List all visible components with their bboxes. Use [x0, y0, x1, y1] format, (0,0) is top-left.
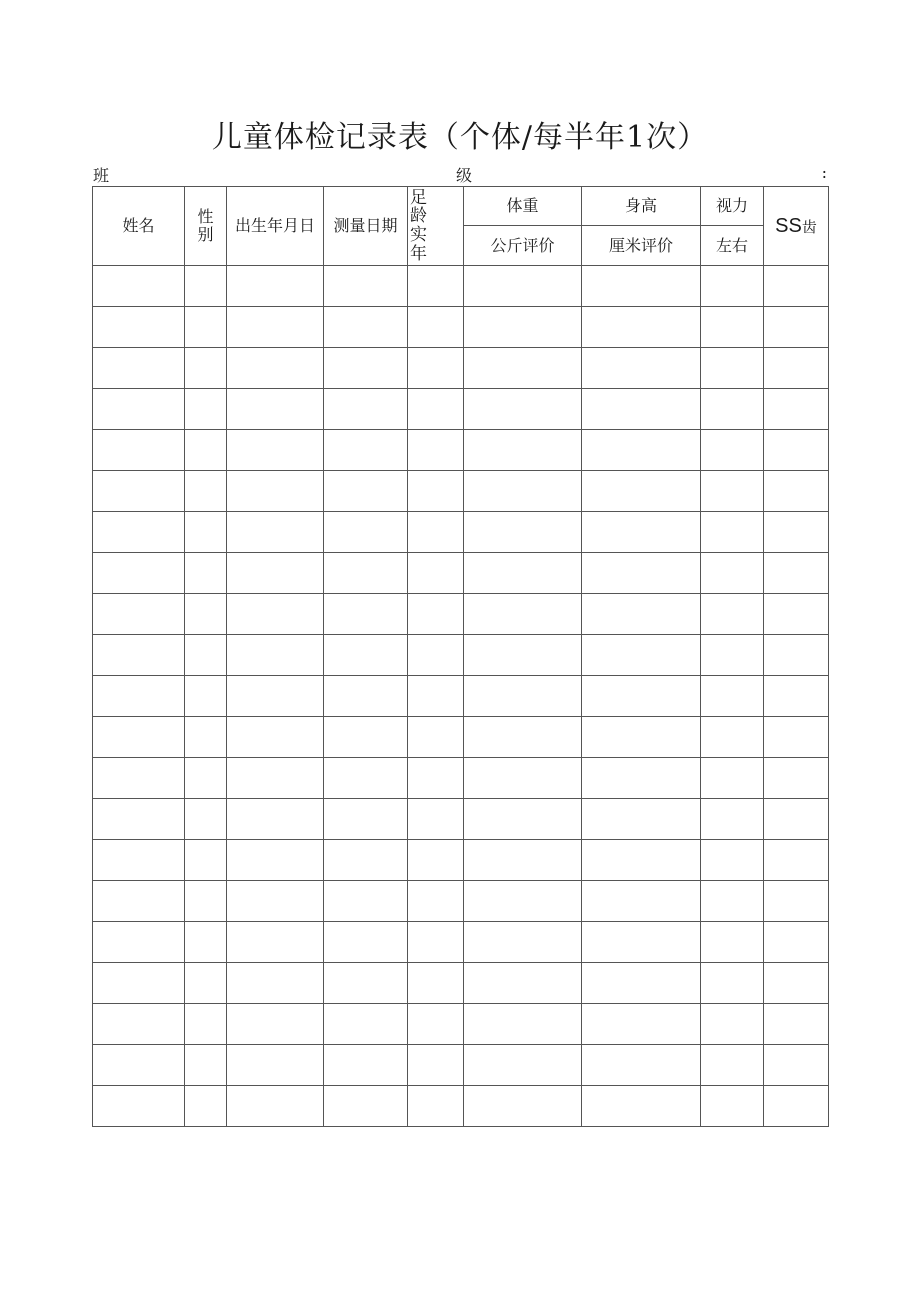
table-row	[93, 881, 829, 922]
table-cell	[93, 1045, 185, 1086]
table-cell	[408, 881, 464, 922]
table-cell	[185, 881, 227, 922]
table-cell	[582, 840, 701, 881]
table-cell	[324, 881, 408, 922]
table-cell	[93, 922, 185, 963]
page-title: 儿童体检记录表（个体/每半年1次）	[211, 120, 709, 155]
table-cell	[93, 635, 185, 676]
table-cell	[582, 307, 701, 348]
table-cell	[93, 799, 185, 840]
table-row	[93, 307, 829, 348]
table-cell	[185, 963, 227, 1004]
header-vision: 视力	[701, 187, 764, 226]
table-cell	[93, 963, 185, 1004]
table-cell	[408, 799, 464, 840]
table-cell	[701, 430, 764, 471]
header-gender: 性别	[185, 187, 227, 266]
table-row	[93, 1045, 829, 1086]
table-cell	[464, 881, 582, 922]
table-cell	[324, 1004, 408, 1045]
table-cell	[227, 676, 324, 717]
table-row	[93, 676, 829, 717]
table-cell	[93, 594, 185, 635]
header-row-1	[93, 187, 829, 226]
table-cell	[324, 1045, 408, 1086]
table-row	[93, 1004, 829, 1045]
table-cell	[93, 430, 185, 471]
table-cell	[408, 512, 464, 553]
table-cell	[582, 922, 701, 963]
table-cell	[701, 471, 764, 512]
table-cell	[408, 471, 464, 512]
table-cell	[464, 635, 582, 676]
table-cell	[185, 758, 227, 799]
table-cell	[227, 799, 324, 840]
table-cell	[464, 717, 582, 758]
table-cell	[324, 348, 408, 389]
table-cell	[93, 471, 185, 512]
table-cell	[464, 471, 582, 512]
table-cell	[227, 553, 324, 594]
table-cell	[582, 348, 701, 389]
table-cell	[185, 594, 227, 635]
table-cell	[764, 963, 829, 1004]
table-cell	[185, 266, 227, 307]
table-cell	[408, 758, 464, 799]
table-cell	[764, 922, 829, 963]
table-cell	[227, 389, 324, 430]
table-cell	[582, 758, 701, 799]
table-cell	[185, 553, 227, 594]
table-cell	[464, 1045, 582, 1086]
header-weight-sub: 公斤评价	[464, 226, 582, 266]
table-row	[93, 799, 829, 840]
table-cell	[701, 963, 764, 1004]
table-cell	[324, 389, 408, 430]
table-cell	[701, 635, 764, 676]
table-cell	[185, 840, 227, 881]
header-name: 姓名	[93, 187, 185, 266]
table-cell	[227, 1045, 324, 1086]
table-cell	[764, 553, 829, 594]
table-cell	[93, 1004, 185, 1045]
table-row	[93, 348, 829, 389]
table-cell	[464, 1004, 582, 1045]
table-cell	[764, 471, 829, 512]
table-row	[93, 840, 829, 881]
teeth-prefix: SS	[775, 215, 802, 237]
table-row	[93, 512, 829, 553]
table-cell	[582, 881, 701, 922]
table-cell	[764, 676, 829, 717]
table-cell	[408, 1004, 464, 1045]
table-cell	[408, 553, 464, 594]
table-cell	[701, 512, 764, 553]
table-cell	[582, 963, 701, 1004]
table-row	[93, 1086, 829, 1127]
table-cell	[464, 963, 582, 1004]
table-cell	[701, 553, 764, 594]
table-cell	[582, 1086, 701, 1127]
header-birth-date: 出生年月日	[227, 187, 324, 266]
table-row	[93, 266, 829, 307]
table-cell	[764, 512, 829, 553]
class-line	[93, 163, 827, 187]
table-row	[93, 594, 829, 635]
table-cell	[324, 471, 408, 512]
table-cell	[701, 389, 764, 430]
table-cell	[408, 430, 464, 471]
table-cell	[408, 676, 464, 717]
table-cell	[324, 1086, 408, 1127]
table-cell	[185, 676, 227, 717]
table-cell	[408, 963, 464, 1004]
table-cell	[227, 758, 324, 799]
table-cell	[582, 717, 701, 758]
table-cell	[93, 553, 185, 594]
header-teeth	[764, 187, 829, 266]
table-cell	[324, 963, 408, 1004]
table-cell	[324, 840, 408, 881]
table-cell	[93, 1086, 185, 1127]
table-cell	[227, 922, 324, 963]
table-cell	[701, 348, 764, 389]
table-cell	[764, 430, 829, 471]
table-cell	[408, 348, 464, 389]
table-cell	[582, 1004, 701, 1045]
table-row	[93, 389, 829, 430]
table-cell	[227, 881, 324, 922]
table-cell	[185, 1004, 227, 1045]
table-cell	[764, 266, 829, 307]
table-cell	[227, 963, 324, 1004]
table-cell	[701, 1086, 764, 1127]
table-row	[93, 635, 829, 676]
table-cell	[701, 840, 764, 881]
header-weight: 体重	[464, 187, 582, 226]
table-cell	[324, 676, 408, 717]
table-cell	[227, 594, 324, 635]
table-cell	[764, 307, 829, 348]
table-cell	[408, 635, 464, 676]
table-cell	[185, 717, 227, 758]
table-cell	[93, 717, 185, 758]
table-cell	[701, 922, 764, 963]
table-cell	[582, 266, 701, 307]
table-cell	[701, 758, 764, 799]
table-cell	[464, 840, 582, 881]
table-cell	[764, 635, 829, 676]
table-cell	[185, 389, 227, 430]
table-cell	[582, 512, 701, 553]
table-row	[93, 922, 829, 963]
header-measure-date: 测量日期	[324, 187, 408, 266]
checkup-record-table	[92, 186, 829, 1127]
table-cell	[324, 430, 408, 471]
table-cell	[93, 389, 185, 430]
table-cell	[582, 389, 701, 430]
table-row	[93, 430, 829, 471]
table-cell	[464, 307, 582, 348]
table-cell	[93, 266, 185, 307]
table-cell	[582, 553, 701, 594]
table-cell	[408, 1045, 464, 1086]
table-cell	[185, 471, 227, 512]
header-height: 身高	[582, 187, 701, 226]
table-cell	[582, 676, 701, 717]
table-cell	[408, 1086, 464, 1127]
table-cell	[701, 799, 764, 840]
table-cell	[701, 717, 764, 758]
table-cell	[185, 430, 227, 471]
table-cell	[582, 635, 701, 676]
table-cell	[764, 1086, 829, 1127]
table-cell	[464, 1086, 582, 1127]
table-cell	[582, 1045, 701, 1086]
header-height-sub: 厘米评价	[582, 226, 701, 266]
table-cell	[464, 758, 582, 799]
table-cell	[227, 840, 324, 881]
table-row	[93, 471, 829, 512]
table-cell	[185, 512, 227, 553]
table-cell	[227, 717, 324, 758]
table-cell	[701, 1004, 764, 1045]
table-cell	[408, 717, 464, 758]
table-cell	[464, 922, 582, 963]
table-cell	[764, 1004, 829, 1045]
table-cell	[227, 430, 324, 471]
table-cell	[701, 307, 764, 348]
table-cell	[324, 717, 408, 758]
table-cell	[464, 430, 582, 471]
table-cell	[93, 758, 185, 799]
table-cell	[701, 594, 764, 635]
table-row	[93, 553, 829, 594]
table-cell	[93, 676, 185, 717]
table-cell	[408, 922, 464, 963]
table-cell	[185, 348, 227, 389]
table-cell	[185, 1045, 227, 1086]
table-cell	[764, 799, 829, 840]
table-cell	[701, 881, 764, 922]
table-cell	[93, 512, 185, 553]
table-cell	[408, 840, 464, 881]
table-cell	[185, 799, 227, 840]
table-cell	[464, 594, 582, 635]
table-cell	[464, 676, 582, 717]
table-cell	[464, 266, 582, 307]
table-cell	[324, 553, 408, 594]
table-cell	[227, 348, 324, 389]
class-label-left: 班	[93, 166, 110, 185]
table-cell	[324, 758, 408, 799]
table-cell	[408, 266, 464, 307]
table-cell	[764, 389, 829, 430]
table-cell	[185, 1086, 227, 1127]
table-cell	[227, 266, 324, 307]
table-cell	[582, 594, 701, 635]
table-cell	[701, 266, 764, 307]
table-cell	[764, 594, 829, 635]
teeth-suffix: 齿	[801, 218, 817, 236]
table-cell	[464, 799, 582, 840]
table-cell	[582, 471, 701, 512]
table-cell	[408, 594, 464, 635]
table-cell	[701, 1045, 764, 1086]
table-cell	[764, 717, 829, 758]
table-cell	[324, 922, 408, 963]
table-row	[93, 963, 829, 1004]
table-cell	[324, 799, 408, 840]
table-cell	[464, 512, 582, 553]
table-cell	[701, 676, 764, 717]
header-vision-sub: 左右	[701, 226, 764, 266]
table-cell	[764, 881, 829, 922]
table-cell	[408, 307, 464, 348]
table-cell	[93, 881, 185, 922]
table-cell	[324, 594, 408, 635]
table-cell	[93, 348, 185, 389]
table-cell	[464, 348, 582, 389]
table-row	[93, 758, 829, 799]
table-cell	[764, 758, 829, 799]
table-cell	[324, 266, 408, 307]
table-cell	[764, 1045, 829, 1086]
table-cell	[324, 635, 408, 676]
table-cell	[764, 840, 829, 881]
table-cell	[93, 307, 185, 348]
table-cell	[185, 922, 227, 963]
table-cell	[185, 307, 227, 348]
table-cell	[93, 840, 185, 881]
table-cell	[227, 471, 324, 512]
table-cell	[582, 430, 701, 471]
table-cell	[227, 1004, 324, 1045]
class-label-middle: 级	[456, 166, 473, 185]
table-cell	[464, 389, 582, 430]
table-cell	[227, 307, 324, 348]
table-cell	[324, 512, 408, 553]
table-cell	[227, 512, 324, 553]
class-label-colon: :	[821, 163, 827, 182]
table-cell	[464, 553, 582, 594]
table-cell	[227, 1086, 324, 1127]
table-cell	[324, 307, 408, 348]
table-cell	[582, 799, 701, 840]
table-cell	[408, 389, 464, 430]
table-row	[93, 717, 829, 758]
table-cell	[764, 348, 829, 389]
table-cell	[227, 635, 324, 676]
table-cell	[185, 635, 227, 676]
header-age: 足龄实年	[408, 187, 464, 266]
